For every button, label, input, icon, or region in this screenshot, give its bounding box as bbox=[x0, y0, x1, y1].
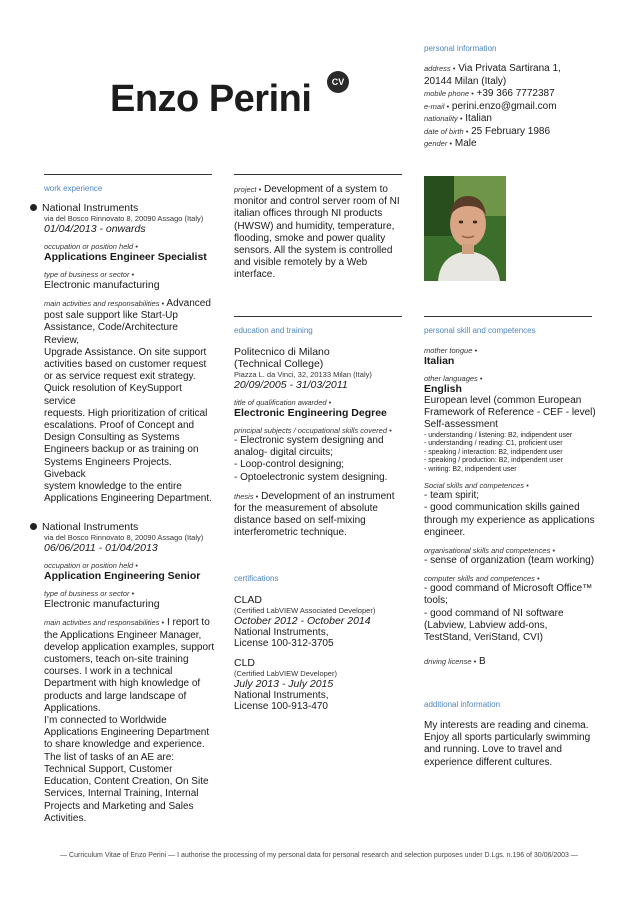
divider bbox=[424, 316, 592, 317]
organisational-skill-line: - sense of organization (team working) bbox=[424, 554, 595, 566]
social-skill-line: - team spirit; bbox=[424, 490, 480, 502]
email-label: e-mail • bbox=[424, 101, 450, 111]
sector-value: Electronic manufacturing bbox=[44, 279, 160, 291]
activities-line: Advanced bbox=[166, 298, 211, 309]
project-line: (HWSW) and humidity, temperature, bbox=[234, 220, 395, 232]
additional-line: and running. Love to travel and bbox=[424, 744, 562, 756]
portrait-image bbox=[424, 176, 506, 281]
section-title: education and training bbox=[234, 326, 313, 335]
project-line: and visible remotely by a Web bbox=[234, 257, 368, 269]
sector-label: type of business or sector • bbox=[44, 589, 135, 599]
activities-line: system knowledge to the entire bbox=[44, 481, 182, 493]
language-desc-line: Self-assessment bbox=[424, 419, 498, 431]
computer-skill-line: (Labview, Labview add-ons, bbox=[424, 619, 548, 631]
social-skill-line: - good communication skills gained bbox=[424, 502, 580, 514]
language-level: - understanding / listening: B2, indipendent user bbox=[424, 431, 573, 439]
language-level: - writing: B2, indipendent user bbox=[424, 465, 517, 473]
sector-value: Electronic manufacturing bbox=[44, 598, 160, 611]
activities-line: products and large landscape of bbox=[44, 690, 187, 702]
activities-line: customers, teach on-site training bbox=[44, 654, 189, 666]
dob-value: 25 February 1986 bbox=[471, 125, 551, 137]
computer-skill-line: - good command of NI software bbox=[424, 607, 564, 619]
project-label: project • bbox=[234, 185, 262, 194]
organisational-skills-label: organisational skills and competences • bbox=[424, 545, 556, 555]
job-dates: 06/06/2011 - 01/04/2013 bbox=[44, 542, 158, 555]
cert-desc: (Certified LabVIEW Developer) bbox=[234, 669, 337, 678]
activities-line: Technical Support, Customer bbox=[44, 763, 173, 775]
activities-line: to share knowledge and experience. bbox=[44, 739, 205, 751]
thesis-line: interferometric technique. bbox=[234, 527, 347, 539]
activities-line: Activities. bbox=[44, 812, 87, 824]
nationality-label: nationality • bbox=[424, 114, 463, 123]
social-skills-label: Social skills and competences • bbox=[424, 481, 529, 491]
divider bbox=[234, 316, 402, 317]
other-language-value: English bbox=[424, 383, 462, 395]
cert-name: CLAD bbox=[234, 594, 263, 606]
additional-line: My interests are reading and cinema. bbox=[424, 720, 589, 731]
job-entry bbox=[30, 202, 215, 505]
language-desc-line: European level (common European bbox=[424, 395, 582, 406]
divider bbox=[44, 174, 212, 175]
qualification-value: Electronic Engineering Degree bbox=[234, 407, 387, 419]
work-experience-section bbox=[30, 184, 215, 825]
activities-line: Engineers backup or as training on bbox=[44, 444, 199, 456]
position-label: occupation or position held • bbox=[44, 242, 138, 251]
activities-line: post sale support like Start-Up bbox=[44, 310, 178, 322]
activities-line: Applications. bbox=[44, 702, 101, 714]
position-label: occupation or position held • bbox=[44, 561, 138, 571]
activities-line: develop application examples, support bbox=[44, 641, 215, 653]
additional-line: Enjoy all sports particularly swimming bbox=[424, 732, 591, 744]
activities-line: activities based on customer request bbox=[44, 359, 207, 371]
social-skill-line: engineer. bbox=[424, 526, 466, 538]
position-value: Application Engineering Senior bbox=[44, 570, 201, 583]
cert-license: License 100-312-3705 bbox=[234, 638, 334, 649]
activities-line: courses. I work in a technical bbox=[44, 666, 173, 678]
cert-license: License 100-913-470 bbox=[234, 701, 328, 712]
mother-tongue-value: Italian bbox=[424, 355, 455, 367]
activities-line: requests. High prioritization of critical bbox=[44, 407, 208, 419]
dob-label: date of birth • bbox=[424, 126, 469, 136]
activities-line: escalations. Proof of Concept and bbox=[44, 420, 195, 432]
footer-disclaimer: — Curriculum Vitae of Enzo Perini — I authorise the processing of my personal data for personal research and selection purposes under D.Lgs. n.196 of 30/06/2003 — bbox=[60, 852, 578, 859]
social-skill-line: through my experience as applications bbox=[424, 514, 595, 526]
activities-line: Education, Content Creation, On Site bbox=[44, 776, 209, 788]
school-name: Politecnico di Milano bbox=[234, 346, 330, 358]
driving-license-label: driving license • bbox=[424, 657, 477, 667]
nationality-value: Italian bbox=[465, 113, 492, 124]
subject-line: - Electronic system designing and bbox=[234, 435, 384, 446]
position-value: Applications Engineer Specialist bbox=[44, 251, 207, 263]
project-line: sensors. All the system is controlled bbox=[234, 245, 393, 257]
activities-label: main activities and responsabilities • bbox=[44, 299, 165, 308]
subject-line: - Loop-control designing; bbox=[234, 459, 345, 471]
language-desc-line: Framework of Reference - CEF - level) bbox=[424, 407, 596, 419]
sector-label: type of business or sector • bbox=[44, 270, 135, 279]
certifications-section bbox=[234, 574, 412, 712]
section-title: certifications bbox=[234, 574, 279, 583]
language-level: - speaking / interaction: B2, indipendent user bbox=[424, 448, 563, 456]
gender-label: gender • bbox=[424, 139, 453, 148]
school-type: (Technical College) bbox=[234, 358, 324, 370]
section-title: personal information bbox=[424, 44, 497, 53]
computer-skill-line: - good command of Microsoft Office™ bbox=[424, 583, 593, 595]
activities-line: The list of tasks of an AE are: bbox=[44, 751, 175, 763]
address-line1: Via Privata Sartirana 1, bbox=[458, 63, 561, 74]
company-name: National Instruments bbox=[42, 202, 139, 214]
divider bbox=[234, 174, 402, 175]
activities-line: the Applications Engineer Manager, bbox=[44, 629, 202, 641]
activities-line: Applications Engineering Department bbox=[44, 727, 210, 739]
activities-line: I report to bbox=[166, 617, 210, 629]
activities-line: Systems Engineers Projects. Giveback bbox=[44, 456, 172, 480]
address-label: address • bbox=[424, 64, 456, 73]
subjects-label: principal subjects / occupational skills covered • bbox=[234, 426, 392, 435]
person-name: Enzo Perini bbox=[110, 78, 312, 120]
address-line2: 20144 Milan (Italy) bbox=[424, 75, 507, 87]
bullet-icon bbox=[30, 523, 37, 530]
thesis-line: Development of an instrument bbox=[261, 490, 395, 502]
section-title: work experience bbox=[44, 184, 103, 193]
activities-line: Applications Engineering Department. bbox=[44, 493, 212, 505]
thesis-label: thesis • bbox=[234, 491, 259, 501]
thesis-line: distance based on self-mixing bbox=[234, 515, 366, 527]
additional-info-section bbox=[424, 700, 614, 769]
cert-org: National Instruments, bbox=[234, 690, 329, 701]
section-title: personal skill and competences bbox=[424, 326, 536, 335]
activities-line: I’m connected to Worldwide bbox=[44, 715, 167, 727]
activities-line: Design Consulting as Systems bbox=[44, 432, 180, 444]
activities-line: or as service request exit strategy. bbox=[44, 371, 196, 383]
education-section bbox=[234, 326, 412, 540]
mobile-label: mobile phone • bbox=[424, 89, 474, 98]
certification-entry bbox=[234, 657, 412, 712]
gender-value: Male bbox=[454, 138, 477, 149]
activities-line: Services, Internal Training, Internal bbox=[44, 788, 199, 800]
skills-section bbox=[424, 326, 614, 668]
education-dates: 20/09/2005 - 31/03/2011 bbox=[234, 379, 348, 391]
cert-org: National Instruments, bbox=[234, 627, 329, 638]
cert-dates: October 2012 - October 2014 bbox=[234, 615, 371, 627]
section-title: additional information bbox=[424, 700, 501, 709]
language-level: - speaking / production: B2, indipendent user bbox=[424, 457, 563, 465]
cert-desc: (Certified LabVIEW Associated Developer) bbox=[234, 606, 376, 615]
computer-skill-line: tools; bbox=[424, 595, 448, 607]
job-entry bbox=[30, 521, 215, 824]
language-level: - understanding / reading: C1, proficient user bbox=[424, 440, 563, 448]
driving-license-value: B bbox=[479, 656, 486, 668]
computer-skill-line: TestStand, VeriStand, CVI) bbox=[424, 631, 543, 643]
certification-entry bbox=[234, 594, 412, 649]
activities-line: Upgrade Assistance. On site support bbox=[44, 346, 207, 358]
project-line: flooding, smoke and power quality bbox=[234, 232, 386, 244]
school-address: Piazza L. da Vinci, 32, 20133 Milan (Italy) bbox=[234, 370, 372, 379]
qualification-label: title of qualification awarded • bbox=[234, 398, 332, 407]
project-line: italian offices through NI products bbox=[234, 208, 383, 220]
company-name: National Instruments bbox=[42, 521, 139, 534]
project-line: monitor and control server room of NI bbox=[234, 196, 400, 208]
activities-line: Department with high knowledge of bbox=[44, 678, 201, 690]
project-section bbox=[234, 184, 409, 282]
activities-label: main activities and responsabilities • bbox=[44, 618, 165, 628]
mother-tongue-label: mother tongue • bbox=[424, 346, 478, 355]
cert-name: CLD bbox=[234, 657, 256, 669]
email-value: perini.enzo@gmail.com bbox=[451, 100, 557, 112]
computer-skills-label: computer skills and competences • bbox=[424, 574, 540, 584]
additional-line: experience different cultures. bbox=[424, 756, 553, 768]
profile-photo bbox=[424, 176, 506, 281]
project-line: Development of a system to bbox=[264, 184, 388, 195]
project-line: interface. bbox=[234, 269, 276, 281]
personal-info-section bbox=[424, 44, 624, 151]
cv-badge: CV bbox=[327, 71, 349, 93]
job-dates: 01/04/2013 - onwards bbox=[44, 223, 146, 235]
cert-dates: July 2013 - July 2015 bbox=[234, 678, 334, 690]
other-languages-label: other languages • bbox=[424, 374, 483, 383]
activities-line: Projects and Marketing and Sales bbox=[44, 800, 194, 812]
subject-line: - Optoelectronic system designing. bbox=[234, 471, 388, 483]
mobile-value: +39 366 7772387 bbox=[476, 88, 555, 99]
activities-line: Quick resolution of KeySupport service bbox=[44, 383, 182, 407]
company-address: via del Bosco Rinnovato 8, 20090 Assago (Italy) bbox=[44, 533, 204, 543]
company-address: via del Bosco Rinnovato 8, 20090 Assago (Italy) bbox=[44, 214, 204, 223]
activities-line: Assistance, Code/Architecture Review, bbox=[44, 322, 178, 346]
thesis-line: for the measurement of absolute bbox=[234, 503, 378, 515]
subject-line: analog- digital circuits; bbox=[234, 447, 333, 459]
bullet-icon bbox=[30, 204, 37, 211]
